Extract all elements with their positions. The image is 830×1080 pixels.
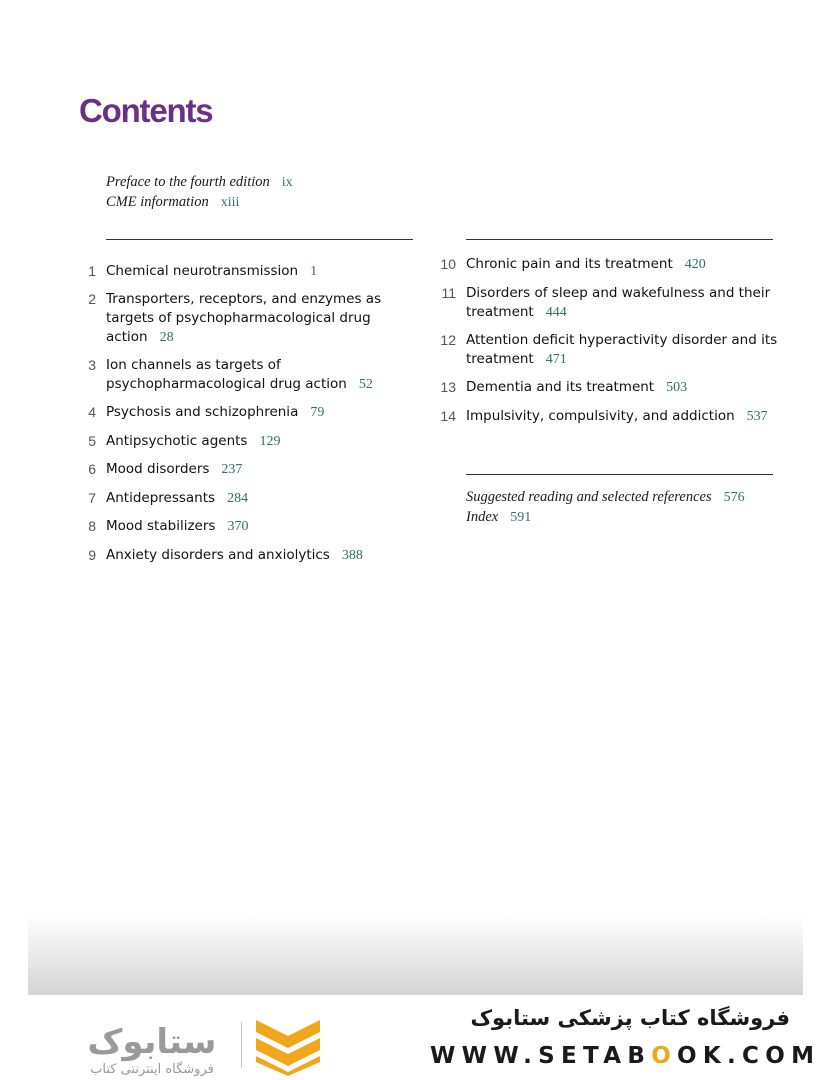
logo-subtitle: فروشگاه اینترنتی کتاب — [90, 1062, 214, 1077]
page-number: 591 — [510, 510, 532, 525]
page-number: 284 — [227, 491, 249, 506]
setabook-wordmark[interactable] — [66, 1017, 238, 1077]
store-name: فروشگاه کتاب پزشکی ستابوک — [470, 1006, 790, 1030]
back-matter-list — [466, 487, 745, 527]
front-matter-item[interactable] — [106, 172, 293, 192]
page-number: ix — [281, 175, 293, 190]
chapter-title: Impulsivity, compulsivity, and addiction — [466, 408, 735, 424]
chapter-entry[interactable] — [440, 255, 706, 274]
back-matter-item[interactable] — [466, 487, 745, 507]
page-number: 388 — [341, 548, 363, 563]
chapter-title-line: action — [106, 329, 148, 345]
setabook-logo-icon[interactable] — [252, 1016, 324, 1076]
chapter-entry[interactable] — [88, 356, 373, 394]
front-matter-title: Preface to the fourth edition — [106, 174, 270, 190]
page-title: Contents — [79, 92, 213, 129]
chapter-number: 6 — [88, 461, 96, 477]
left-column-rule — [106, 239, 413, 240]
page-number: 471 — [545, 352, 567, 367]
page-number: 576 — [723, 490, 745, 505]
footer-divider — [241, 1022, 242, 1068]
chapter-title: Antipsychotic agents — [106, 433, 248, 449]
page-number: 503 — [666, 380, 688, 395]
chapter-title-line: Disorders of sleep and wakefulness and their — [466, 285, 771, 301]
chapter-title-line: Ion channels as targets of — [106, 357, 281, 373]
front-matter-item[interactable] — [106, 192, 293, 212]
chapter-number: 9 — [88, 547, 96, 563]
chapter-title: Psychosis and schizophrenia — [106, 404, 299, 420]
page-number: 52 — [358, 377, 373, 392]
page-number: 237 — [221, 462, 243, 477]
chapter-entry[interactable] — [88, 546, 363, 565]
right-column-rule — [466, 239, 773, 240]
chapter-title-line: Attention deficit hyperactivity disorder and its — [466, 332, 778, 348]
chapter-number: 4 — [88, 404, 96, 420]
page-number: 444 — [545, 305, 567, 320]
page-number: xiii — [220, 195, 240, 210]
chapter-number: 1 — [88, 263, 96, 279]
front-matter-title: CME information — [106, 194, 209, 210]
chapter-title: Chronic pain and its treatment — [466, 256, 673, 272]
chapter-title-line: treatment — [466, 304, 534, 320]
chapter-title: Dementia and its treatment — [466, 379, 655, 395]
bottom-fade — [28, 915, 803, 995]
url-part-highlight: O — [651, 1043, 678, 1069]
chapter-title-line: psychopharmacological drug action — [106, 376, 347, 392]
logo-text: ستابوک — [87, 1022, 217, 1062]
chapter-entry[interactable] — [440, 378, 688, 397]
url-part: OK.COM — [677, 1043, 821, 1069]
chapter-number: 3 — [88, 357, 96, 373]
back-matter-item[interactable] — [466, 507, 745, 527]
chapter-entry[interactable] — [88, 489, 249, 508]
chapter-number: 13 — [440, 379, 456, 395]
page-number: 79 — [310, 405, 325, 420]
chapter-number: 5 — [88, 433, 96, 449]
chapter-entry[interactable] — [440, 407, 768, 426]
chapter-title-line: treatment — [466, 351, 534, 367]
page-number: 1 — [310, 264, 318, 279]
chapter-entry[interactable] — [88, 403, 325, 422]
page-number: 537 — [746, 409, 768, 424]
front-matter-list — [106, 172, 293, 212]
chapter-entry[interactable] — [441, 284, 771, 322]
chapter-entry[interactable] — [88, 262, 318, 281]
chapter-title-line: targets of psychopharmacological drug — [106, 310, 371, 326]
chapter-number: 10 — [440, 256, 456, 272]
chapter-entry[interactable] — [88, 460, 243, 479]
chapter-entry[interactable] — [440, 331, 778, 369]
back-matter-title: Suggested reading and selected references — [466, 489, 712, 505]
chapter-title: Mood stabilizers — [106, 518, 216, 534]
chapter-title-line: Transporters, receptors, and enzymes as — [106, 291, 382, 307]
chapter-number: 7 — [88, 490, 96, 506]
chapter-number: 14 — [440, 408, 456, 424]
chapter-number: 2 — [88, 291, 96, 307]
chapter-entry[interactable] — [88, 517, 249, 536]
chapter-number: 11 — [441, 285, 456, 301]
chapter-title: Mood disorders — [106, 461, 210, 477]
page-number: 129 — [259, 434, 281, 449]
chapter-title: Antidepressants — [106, 490, 216, 506]
store-url[interactable] — [430, 1043, 820, 1069]
back-matter-title: Index — [466, 509, 499, 525]
page-number: 420 — [684, 257, 706, 272]
chapter-number: 12 — [440, 332, 456, 348]
chapter-title: Chemical neurotransmission — [106, 263, 299, 279]
chapter-entry[interactable] — [88, 432, 281, 451]
chapter-entry[interactable] — [88, 290, 382, 347]
back-matter-rule — [466, 474, 773, 475]
chapter-title: Anxiety disorders and anxiolytics — [106, 547, 330, 563]
url-part: WWW.SETAB — [430, 1043, 652, 1069]
chapter-number: 8 — [88, 518, 96, 534]
page-number: 28 — [159, 330, 174, 345]
page-number: 370 — [227, 519, 249, 534]
